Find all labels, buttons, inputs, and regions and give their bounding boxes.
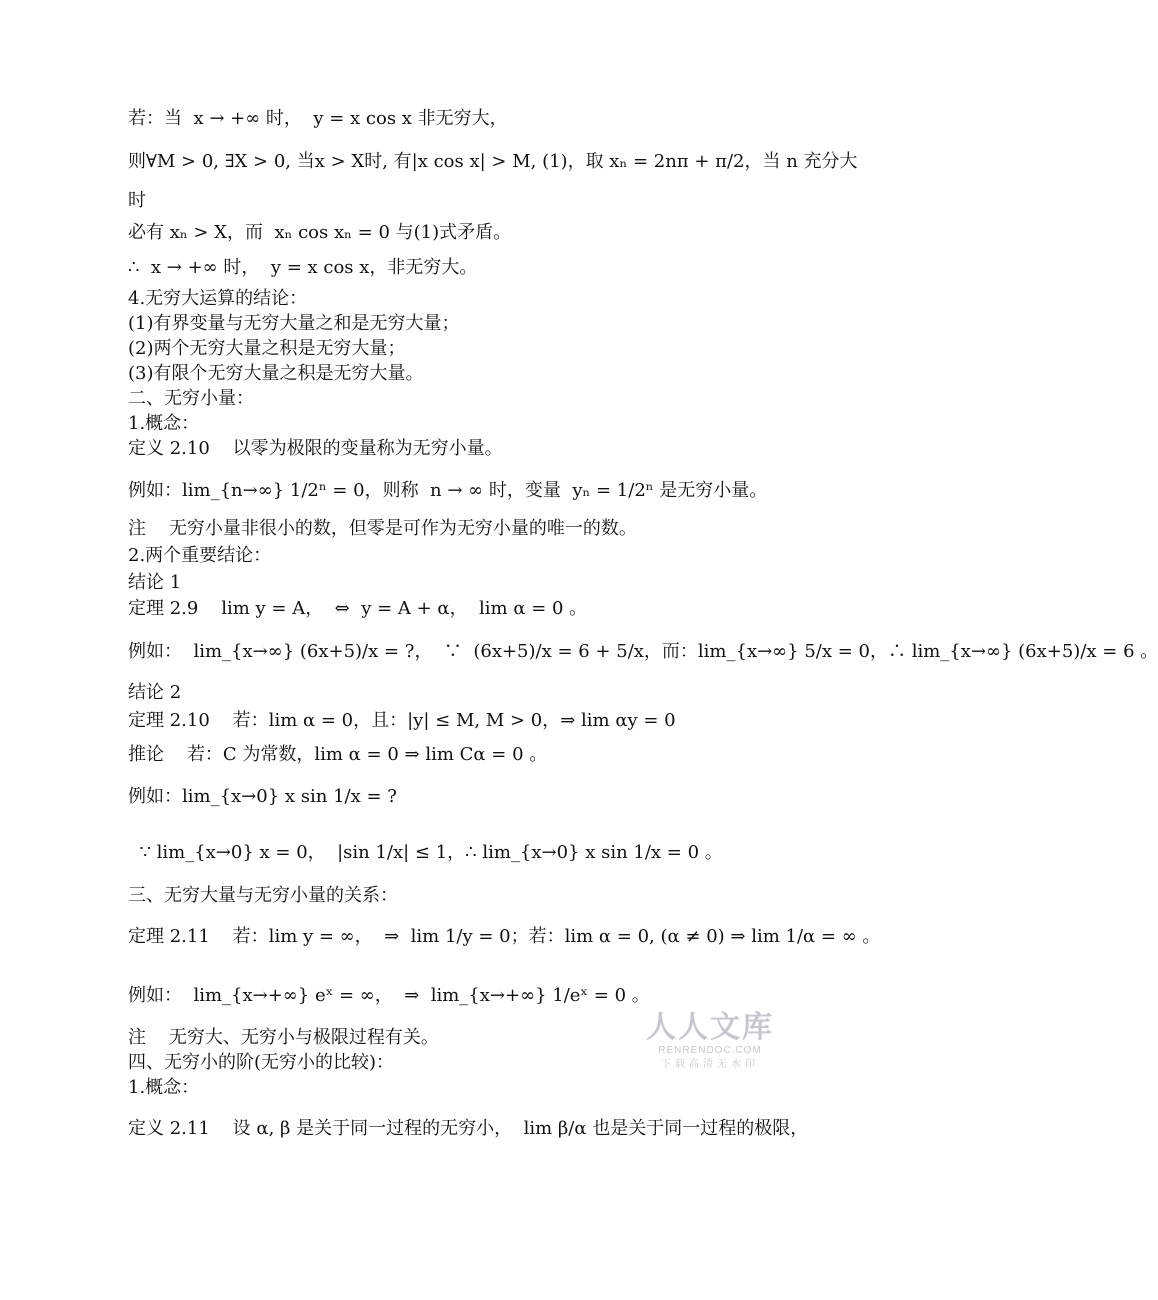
text-line-27: 注 无穷大、无穷小与极限过程有关。 [128, 1027, 439, 1048]
text-line-25: 定理 2.11 若：lim y = ∞， ⇒ lim 1/y = 0；若：lim α = 0, (α ≠ 0) ⇒ lim 1/α = ∞ 。 [128, 926, 881, 947]
text-line-15: 2.两个重要结论： [128, 545, 272, 566]
watermark-logo [640, 1012, 780, 1072]
text-line-5: ∴ x → +∞ 时， y = x cos x，非无穷大。 [128, 257, 478, 278]
text-line-23: ∵ lim_{x→0} x = 0， |sin 1/x| ≤ 1，∴ lim_{x→0} x sin 1/x = 0 。 [128, 842, 723, 863]
text-line-18: 例如： lim_{x→∞} (6x+5)/x = ?， ∵ (6x+5)/x = 6 + 5/x，而：lim_{x→∞} 5/x = 0，∴ lim_{x→∞} (6x+5)/x = 6 。 [128, 641, 1158, 662]
text-line-6: 4.无穷大运算的结论： [128, 288, 308, 309]
text-line-4: 必有 xₙ > X，而 xₙ cos xₙ = 0 与(1)式矛盾。 [128, 222, 512, 243]
text-line-2: 则∀M > 0, ∃X > 0, 当x > X时, 有|x cos x| > M, (1)，取 xₙ = 2nπ + π/2，当 n 充分大 [128, 151, 858, 172]
text-line-26: 例如： lim_{x→+∞} eˣ = ∞， ⇒ lim_{x→+∞} 1/eˣ = 0 。 [128, 985, 650, 1006]
text-line-19: 结论 2 [128, 682, 182, 703]
text-line-21: 推论 若：C 为常数，lim α = 0 ⇒ lim Cα = 0 。 [128, 744, 548, 765]
text-line-28: 四、无穷小的阶(无穷小的比较)： [128, 1052, 395, 1073]
text-line-17: 定理 2.9 lim y = A， ⇔ y = A + α， lim α = 0 。 [128, 598, 588, 619]
text-line-9: (3)有限个无穷大量之积是无穷大量。 [128, 363, 424, 384]
text-line-29: 1.概念： [128, 1077, 200, 1098]
text-line-16: 结论 1 [128, 572, 182, 593]
text-line-10: 二、无穷小量： [128, 388, 254, 409]
watermark-title: 人人文库 [646, 1011, 774, 1044]
text-line-22: 例如：lim_{x→0} x sin 1/x = ? [128, 786, 397, 807]
text-line-12: 定义 2.10 以零为极限的变量称为无穷小量。 [128, 438, 503, 459]
watermark-subtitle: 下载高清无水印 [661, 1059, 759, 1070]
text-line-13: 例如：lim_{n→∞} 1/2ⁿ = 0，则称 n → ∞ 时，变量 yₙ = 1/2ⁿ 是无穷小量。 [128, 480, 768, 501]
text-line-7: (1)有界变量与无穷大量之和是无穷大量； [128, 313, 460, 334]
text-line-14: 注 无穷小量非很小的数，但零是可作为无穷小量的唯一的数。 [128, 518, 637, 539]
text-line-20: 定理 2.10 若：lim α = 0，且：|y| ≤ M, M > 0，⇒ lim αy = 0 [128, 710, 676, 731]
text-line-30: 定义 2.11 设 α, β 是关于同一过程的无穷小， lim β/α 也是关于同一过程的极限， [128, 1118, 809, 1139]
text-line-3: 时 [128, 190, 146, 211]
text-line-1: 若：当 x → +∞ 时， y = x cos x 非无穷大， [128, 108, 508, 129]
text-line-24: 三、无穷大量与无穷小量的关系： [128, 885, 398, 906]
text-line-11: 1.概念： [128, 413, 200, 434]
text-line-8: (2)两个无穷大量之积是无穷大量； [128, 338, 406, 359]
watermark-url: RENRENDOC.COM [658, 1045, 762, 1056]
